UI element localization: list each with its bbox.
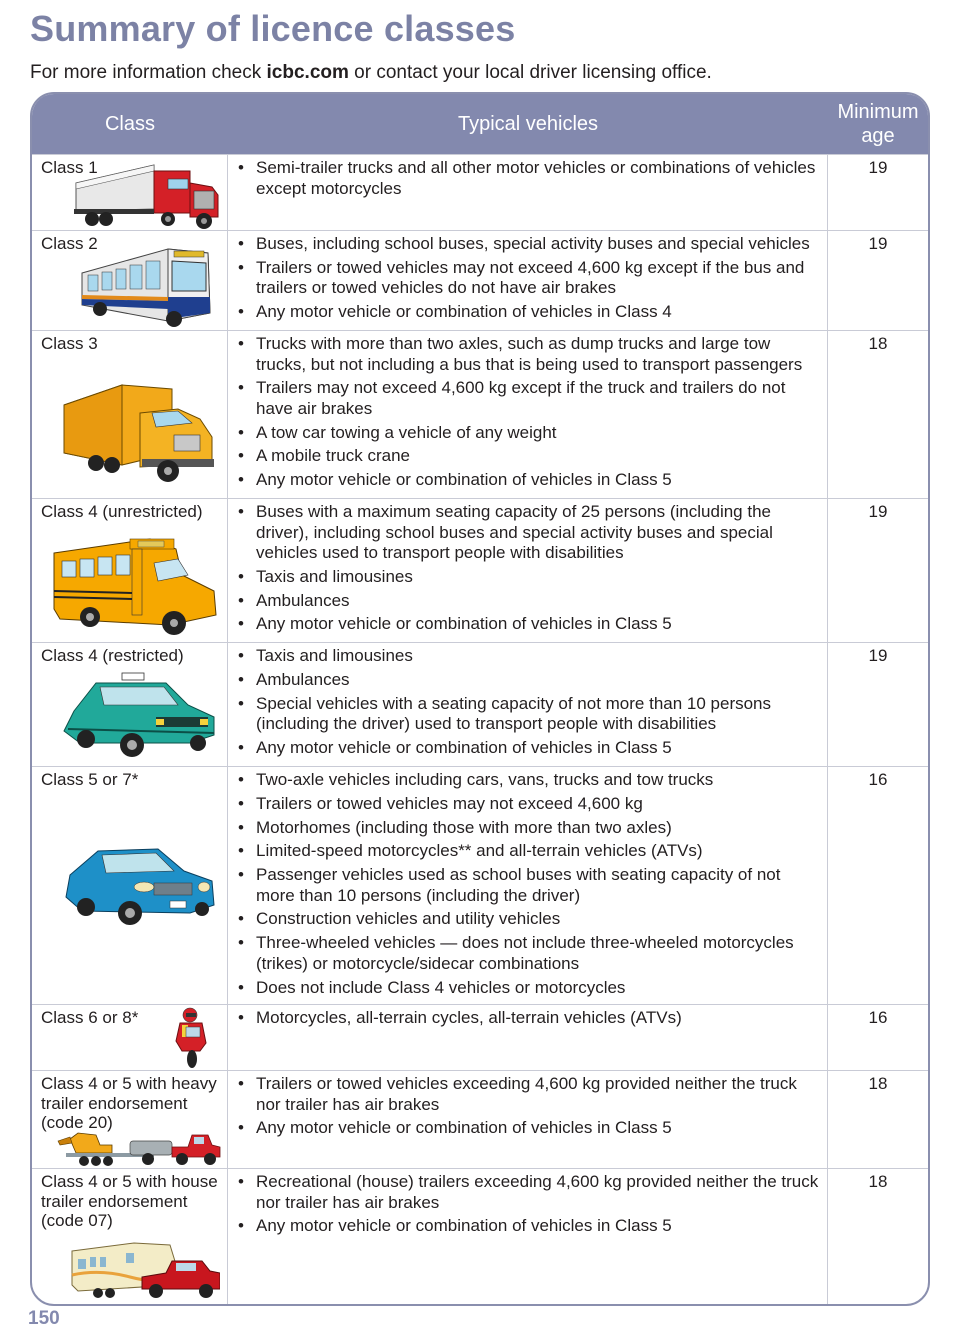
table-row-class-1 — [32, 154, 928, 231]
vehicle-item: • Limited-speed motorcycles** and all-terrain vehicles (ATVs) — [256, 841, 823, 862]
header-minimum-age — [828, 94, 928, 154]
vehicle-item: • Three-wheeled vehicles — does not include three-wheeled motorcycles (trikes) or motorcycle/sidecar combinations — [256, 933, 823, 974]
page-title: Summary of licence classes — [30, 8, 516, 49]
header-minimum-age-label: Minimum age — [837, 101, 919, 147]
icbc-link[interactable]: icbc.com — [266, 62, 349, 83]
vehicle-item: • Any motor vehicle or combination of vehicles in Class 5 — [256, 614, 823, 635]
table-row-class-5-or-7 — [32, 766, 928, 1005]
vehicle-item: • Ambulances — [256, 591, 823, 612]
vehicle-item: • Two-axle vehicles including cars, vans, trucks and tow trucks — [256, 770, 823, 791]
class-cell — [32, 767, 228, 1005]
vehicle-item: • Any motor vehicle or combination of vehicles in Class 4 — [256, 302, 823, 323]
vehicles-cell — [228, 767, 828, 1005]
vehicles-cell — [228, 1005, 828, 1071]
class-cell — [32, 1005, 228, 1071]
vehicle-item: • Taxis and limousines — [256, 567, 823, 588]
vehicle-item: • Passenger vehicles used as school buses with seating capacity of not more than 10 persons (including the driver) — [256, 865, 823, 906]
vehicle-item: • Buses, including school buses, special activity buses and special vehicles — [256, 234, 823, 255]
minimum-age: 16 — [868, 1008, 888, 1027]
class-cell — [32, 155, 228, 231]
table-row-class-4-unrestricted — [32, 498, 928, 643]
vehicle-item: • Buses with a maximum seating capacity of 25 persons (including the driver), including school buses and special activity buses and special vehicles used to transport people with disabilities — [256, 502, 823, 564]
class-cell — [32, 331, 228, 499]
table-row-heavy-trailer-endorsement — [32, 1070, 928, 1169]
class-cell — [32, 231, 228, 331]
vehicle-item: • Trailers or towed vehicles may not exceed 4,600 kg — [256, 794, 823, 815]
licence-classes-table — [30, 92, 930, 1306]
vehicle-item: • Trailers may not exceed 4,600 kg except if the truck and trailers do not have air brakes — [256, 378, 823, 419]
vehicles-list — [228, 1169, 827, 1237]
school-bus-icon — [50, 535, 224, 639]
vehicle-item: • Does not include Class 4 vehicles or motorcycles — [256, 978, 823, 999]
table-row-class-4-restricted — [32, 642, 928, 767]
sedan-icon — [62, 841, 218, 925]
class-cell — [32, 1169, 228, 1305]
class-label: Class 2 — [41, 234, 98, 253]
subtitle-text-after: or contact your local driver licensing office. — [348, 62, 712, 83]
motorcycle-icon — [172, 1007, 212, 1069]
header-typical-vehicles: Typical vehicles — [457, 113, 599, 135]
vehicles-list — [228, 231, 827, 323]
vehicles-list — [228, 643, 827, 758]
vehicles-list — [228, 331, 827, 491]
vehicle-item: • Motorhomes (including those with more than two axles) — [256, 818, 823, 839]
class-label: Class 5 or 7* — [41, 770, 139, 789]
vehicles-list — [228, 155, 827, 199]
vehicles-cell — [228, 499, 828, 643]
vehicles-cell — [228, 155, 828, 231]
class-label: Class 1 — [41, 158, 98, 177]
vehicle-item: • Trucks with more than two axles, such as dump trucks and large tow trucks, but not including a bus that is being used to transport passengers — [256, 334, 823, 375]
vehicle-item: • Any motor vehicle or combination of vehicles in Class 5 — [256, 1118, 823, 1139]
vehicle-item: • Construction vehicles and utility vehicles — [256, 909, 823, 930]
class-label: Class 6 or 8* — [41, 1008, 139, 1027]
semi-truck-icon — [72, 161, 224, 229]
pickup-house-trailer-icon — [70, 1241, 220, 1301]
box-truck-icon — [60, 383, 220, 487]
vehicle-item: • Trailers or towed vehicles may not exceed 4,600 kg except if the bus and trailers or towed vehicles do not have air brakes — [256, 258, 823, 299]
vehicle-item: • Recreational (house) trailers exceeding 4,600 kg provided neither the truck nor trailer has air brakes — [256, 1172, 823, 1213]
pickup-heavy-trailer-icon — [56, 1131, 222, 1167]
header-class: Class — [104, 113, 155, 135]
minimum-age: 18 — [868, 1074, 888, 1093]
vehicles-list — [228, 767, 827, 998]
vehicles-list — [228, 1071, 827, 1139]
vehicles-list — [228, 499, 827, 635]
city-bus-icon — [78, 243, 218, 327]
vehicle-item: • A mobile truck crane — [256, 446, 823, 467]
table-row-house-trailer-endorsement — [32, 1168, 928, 1305]
minimum-age: 18 — [868, 334, 888, 353]
vehicle-item: • Any motor vehicle or combination of vehicles in Class 5 — [256, 470, 823, 491]
vehicles-cell — [228, 1071, 828, 1169]
class-label: Class 3 — [41, 334, 98, 353]
class-label: Class 4 (unrestricted) — [41, 502, 203, 521]
class-label: Class 4 or 5 with heavy trailer endorsement (code 20) — [41, 1074, 217, 1132]
minimum-age: 19 — [868, 234, 888, 253]
vehicle-item: • Trailers or towed vehicles exceeding 4,600 kg provided neither the truck nor trailer has air brakes — [256, 1074, 823, 1115]
table-row-class-2 — [32, 230, 928, 331]
table-row-class-3 — [32, 330, 928, 499]
page-number: 150 — [28, 1308, 60, 1329]
class-cell — [32, 499, 228, 643]
minimum-age: 16 — [868, 770, 888, 789]
class-label: Class 4 or 5 with house trailer endorsement (code 07) — [41, 1172, 218, 1230]
subtitle-text-before: For more information check — [30, 62, 267, 83]
vehicles-cell — [228, 331, 828, 499]
class-cell — [32, 1071, 228, 1169]
vehicles-list — [228, 1005, 827, 1029]
vehicles-cell — [228, 1169, 828, 1305]
vehicle-item: • Semi-trailer trucks and all other motor vehicles or combinations of vehicles except motorcycles — [256, 158, 823, 199]
vehicle-item: • Motorcycles, all-terrain cycles, all-terrain vehicles (ATVs) — [256, 1008, 823, 1029]
class-cell — [32, 643, 228, 767]
minimum-age: 19 — [868, 502, 888, 521]
page-subtitle — [30, 62, 712, 84]
minimum-age: 19 — [868, 158, 888, 177]
vehicle-item: • A tow car towing a vehicle of any weight — [256, 423, 823, 444]
class-label: Class 4 (restricted) — [41, 646, 184, 665]
minimum-age: 19 — [868, 646, 888, 665]
taxi-icon — [60, 671, 220, 761]
vehicle-item: • Ambulances — [256, 670, 823, 691]
vehicle-item: • Any motor vehicle or combination of vehicles in Class 5 — [256, 1216, 823, 1237]
vehicle-item: • Taxis and limousines — [256, 646, 823, 667]
vehicle-item: • Any motor vehicle or combination of vehicles in Class 5 — [256, 738, 823, 759]
table-header — [32, 94, 928, 154]
vehicle-item: • Special vehicles with a seating capacity of not more than 10 persons (including the driver) used to transport people with disabilities — [256, 694, 823, 735]
table-row-class-6-or-8 — [32, 1004, 928, 1071]
minimum-age: 18 — [868, 1172, 888, 1191]
vehicles-cell — [228, 231, 828, 331]
vehicles-cell — [228, 643, 828, 767]
